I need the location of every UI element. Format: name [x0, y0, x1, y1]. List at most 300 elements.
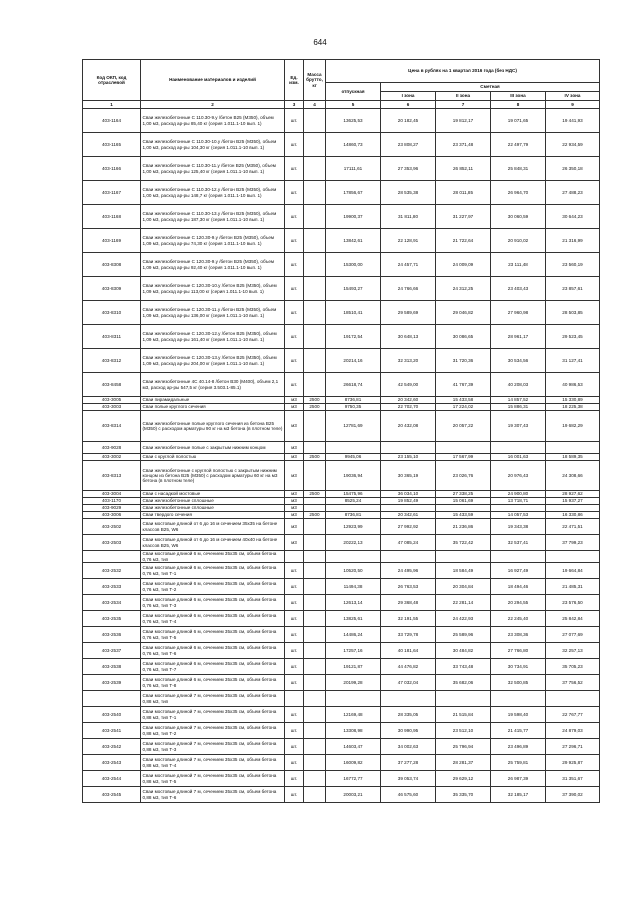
- cell-name: Сваи железобетонные С 120.30-12.у /бетон В25 (М350), объем 1,09 м3, расход ар-ры 161,40 кг (серия 1.011.1-10 вып. 1): [141, 325, 285, 349]
- table-row: [83, 109, 600, 133]
- cell-zone-3: 30 060,59: [491, 205, 546, 229]
- cell-zone-2: 23 512,10: [436, 723, 491, 739]
- cell-code: 403-2536: [83, 627, 141, 643]
- cell-zone-1: 30 365,19: [381, 461, 436, 491]
- header-zone-3: III зона: [491, 92, 546, 101]
- cell-zone-2: 23 371,48: [436, 133, 491, 157]
- cell-zone-3: 27 960,98: [491, 301, 546, 325]
- cell-zone-3: [491, 505, 546, 512]
- cell-zone-3: 25 759,81: [491, 755, 546, 771]
- table-row: [83, 691, 600, 707]
- cell-name: Сваи мостовые длиной 7 м, сечением 35х35 см, объем бетона 0,88 м3, тип Т-5: [141, 771, 285, 787]
- table-row: [83, 627, 600, 643]
- cell-mass: [304, 707, 326, 723]
- table-row: [83, 611, 600, 627]
- table-row: [83, 181, 600, 205]
- table-row: [83, 397, 600, 404]
- cell-code: 403-2543: [83, 755, 141, 771]
- cell-mass: [304, 563, 326, 579]
- cell-mass: [304, 579, 326, 595]
- cell-release-price: 13825,61: [326, 611, 381, 627]
- cell-code: 403-3003: [83, 404, 141, 411]
- cell-unit: м3: [285, 442, 304, 454]
- cell-unit: м3: [285, 498, 304, 505]
- cell-mass: [304, 411, 326, 442]
- cell-code: 403-2503: [83, 535, 141, 551]
- cell-mass: [304, 595, 326, 611]
- cell-code: 403-8310: [83, 301, 141, 325]
- cell-zone-1: 20 342,61: [381, 512, 436, 519]
- cell-code: 403-9029: [83, 505, 141, 512]
- cell-zone-4: 18 225,38: [546, 404, 600, 411]
- cell-mass: [304, 373, 326, 397]
- cell-mass: [304, 519, 326, 535]
- cell-zone-1: 28 535,38: [381, 181, 436, 205]
- cell-unit: шт.: [285, 253, 304, 277]
- cell-name: Сваи полые круглого сечения: [141, 404, 285, 411]
- cell-zone-4: 23 576,50: [546, 595, 600, 611]
- cell-zone-4: 23 560,19: [546, 253, 600, 277]
- cell-unit: шт.: [285, 787, 304, 803]
- cell-name: Сваи железобетонные С 120.30-13.у /бетон В25 (М350), объем 1,09 м3, расход ар-ры 204,00 кг (серия 1.011.1-10 вып. 1): [141, 349, 285, 373]
- cell-mass: [304, 505, 326, 512]
- cell-zone-4: 32 257,13: [546, 643, 600, 659]
- cell-name: Сваи мостовые длиной 6 м, сечением 35х35 см, объем бетона 0,76 м3, тип Т-7: [141, 659, 285, 675]
- cell-zone-1: 23 155,10: [381, 454, 436, 461]
- cell-zone-3: [491, 691, 546, 707]
- cell-code: 403-1164: [83, 109, 141, 133]
- cell-zone-3: 20 910,02: [491, 229, 546, 253]
- cell-release-price: 15300,00: [326, 253, 381, 277]
- header-estimate: Сметная: [381, 83, 600, 92]
- table-row: [83, 491, 600, 498]
- cell-unit: шт.: [285, 643, 304, 659]
- cell-zone-4: 37 390,02: [546, 787, 600, 803]
- cell-zone-4: 35 705,23: [546, 659, 600, 675]
- cell-unit: м3: [285, 411, 304, 442]
- cell-zone-3: 27 766,80: [491, 643, 546, 659]
- cell-release-price: 8736,81: [326, 397, 381, 404]
- cell-zone-1: 29 589,69: [381, 301, 436, 325]
- cell-zone-4: 22 934,59: [546, 133, 600, 157]
- header-release: отпускная: [326, 83, 381, 101]
- cell-zone-2: 17 567,99: [436, 454, 491, 461]
- cell-zone-3: 26 964,70: [491, 181, 546, 205]
- cell-unit: шт.: [285, 611, 304, 627]
- table-row: [83, 442, 600, 454]
- cell-zone-4: 22 471,51: [546, 519, 600, 535]
- cell-zone-1: 20 432,08: [381, 411, 436, 442]
- cell-unit: [285, 551, 304, 563]
- cell-zone-2: 30 484,82: [436, 643, 491, 659]
- cell-zone-1: 36 034,10: [381, 491, 436, 498]
- cell-release-price: 20222,13: [326, 535, 381, 551]
- cell-zone-2: [436, 551, 491, 563]
- cell-unit: шт.: [285, 205, 304, 229]
- cell-code: 403-2544: [83, 771, 141, 787]
- cell-zone-3: 22 497,79: [491, 133, 546, 157]
- cell-zone-2: 25 589,96: [436, 627, 491, 643]
- cell-release-price: 14860,73: [326, 133, 381, 157]
- cell-zone-3: 23 111,48: [491, 253, 546, 277]
- cell-name: Сваи железобетонные С 120.30-11.у /бетон В25 (М350), объем 1,09 м3, расход ар-ры 136,00 кг (серия 1.011.1-10 вып. 1): [141, 301, 285, 325]
- cell-code: 403-2533: [83, 579, 141, 595]
- cell-unit: м3: [285, 454, 304, 461]
- cell-zone-3: 16 927,49: [491, 563, 546, 579]
- cell-unit: шт.: [285, 723, 304, 739]
- cell-mass: 2500: [304, 404, 326, 411]
- cell-unit: шт.: [285, 659, 304, 675]
- cell-zone-2: 35 722,42: [436, 535, 491, 551]
- cell-code: 403-2538: [83, 659, 141, 675]
- cell-mass: [304, 157, 326, 181]
- cell-zone-4: 25 842,84: [546, 611, 600, 627]
- cell-zone-1: 30 648,13: [381, 325, 436, 349]
- cell-release-price: 12923,99: [326, 519, 381, 535]
- cell-unit: м3: [285, 535, 304, 551]
- cell-mass: [304, 498, 326, 505]
- cell-unit: шт.: [285, 349, 304, 373]
- cell-name: Сваи мостовые длиной 7 м, сечением 35х35 см, объем бетона 0,88 м3, тип Т-1: [141, 707, 285, 723]
- cell-zone-2: 22 281,14: [436, 595, 491, 611]
- cell-unit: шт.: [285, 133, 304, 157]
- cell-zone-1: 47 032,04: [381, 675, 436, 691]
- cell-name: Сваи железобетонные С 110.30-13.у /бетон В25 (М350), объем 1,00 м3, расход ар-ры 187,30 кг (серия 1.011.1-10 вып. 1): [141, 205, 285, 229]
- cell-release-price: 11494,38: [326, 579, 381, 595]
- cell-zone-2: 17 224,02: [436, 404, 491, 411]
- cell-zone-2: 41 767,39: [436, 373, 491, 397]
- cell-zone-2: 35 682,06: [436, 675, 491, 691]
- cell-zone-1: 27 353,96: [381, 157, 436, 181]
- cell-zone-4: 31 127,41: [546, 349, 600, 373]
- cell-zone-3: 15 886,31: [491, 404, 546, 411]
- cell-zone-4: 22 767,77: [546, 707, 600, 723]
- cell-zone-2: 27 338,25: [436, 491, 491, 498]
- cell-release-price: 13308,98: [326, 723, 381, 739]
- cell-name: Сваи мостовые длиной 6 м, сечением 35х35 см, объем бетона 0,76 м3, тип Т-1: [141, 563, 285, 579]
- table-row: [83, 505, 600, 512]
- cell-code: 403-1167: [83, 181, 141, 205]
- cell-code: 403-2532: [83, 563, 141, 579]
- cell-code: 403-3004: [83, 491, 141, 498]
- cell-zone-1: 24 495,96: [381, 563, 436, 579]
- table-row: [83, 498, 600, 505]
- cell-zone-4: 37 799,23: [546, 535, 600, 551]
- cell-release-price: 8525,24: [326, 498, 381, 505]
- cell-zone-1: 24 766,66: [381, 277, 436, 301]
- cell-mass: [304, 205, 326, 229]
- cell-zone-3: 19 343,38: [491, 519, 546, 535]
- cell-release-price: 19900,37: [326, 205, 381, 229]
- cell-code: 403-3002: [83, 454, 141, 461]
- table-body: [83, 109, 600, 803]
- cell-release-price: 12781,69: [326, 411, 381, 442]
- table-row: [83, 325, 600, 349]
- cell-zone-3: 23 308,36: [491, 627, 546, 643]
- cell-release-price: 20199,28: [326, 675, 381, 691]
- table-row: [83, 404, 600, 411]
- cell-zone-3: 24 900,80: [491, 491, 546, 498]
- cell-unit: шт.: [285, 771, 304, 787]
- table-row: [83, 579, 600, 595]
- cell-code: 403-2540: [83, 707, 141, 723]
- cell-zone-4: [546, 691, 600, 707]
- cell-name: Сваи железобетонные с круглой полостью с закрытым нижним концом из бетона В25 (М350) с расходом арматуры 60 кг на м3 бетона (в плотном теле): [141, 461, 285, 491]
- cell-mass: [304, 442, 326, 454]
- cell-zone-2: 30 086,65: [436, 325, 491, 349]
- cell-zone-1: 46 575,60: [381, 787, 436, 803]
- cell-unit: шт.: [285, 675, 304, 691]
- table-row: [83, 411, 600, 442]
- cell-mass: [304, 755, 326, 771]
- cell-unit: шт.: [285, 181, 304, 205]
- header-zone-1: I зона: [381, 92, 436, 101]
- cell-mass: [304, 659, 326, 675]
- cell-zone-2: [436, 691, 491, 707]
- cell-zone-1: [381, 691, 436, 707]
- header-name: Наименование материалов и изделий: [141, 60, 285, 101]
- cell-zone-2: 15 433,59: [436, 512, 491, 519]
- cell-zone-4: [546, 505, 600, 512]
- cell-name: Сваи мостовые длиной 7 м, сечением 35х35 см, объем бетона 0,88 м3, тип Т-3: [141, 739, 285, 755]
- cell-zone-2: 23 026,76: [436, 461, 491, 491]
- cell-release-price: 18510,41: [326, 301, 381, 325]
- cell-zone-4: 29 523,45: [546, 325, 600, 349]
- column-index: 4: [304, 101, 326, 109]
- cell-unit: шт.: [285, 627, 304, 643]
- cell-zone-1: 30 990,95: [381, 723, 436, 739]
- cell-mass: [304, 301, 326, 325]
- column-index-row: [83, 101, 600, 109]
- cell-zone-1: 44 476,82: [381, 659, 436, 675]
- cell-mass: [304, 611, 326, 627]
- cell-unit: шт.: [285, 325, 304, 349]
- cell-zone-1: 22 128,91: [381, 229, 436, 253]
- cell-zone-3: 16 001,63: [491, 454, 546, 461]
- cell-release-price: 19121,87: [326, 659, 381, 675]
- cell-mass: [304, 277, 326, 301]
- cell-zone-1: 42 549,00: [381, 373, 436, 397]
- table-row: [83, 707, 600, 723]
- cell-zone-1: 29 368,48: [381, 595, 436, 611]
- table-row: [83, 229, 600, 253]
- cell-zone-1: 19 852,49: [381, 498, 436, 505]
- cell-mass: [304, 551, 326, 563]
- cell-name: Сваи мостовые длиной 6 м, сечением 35х35 см, объем бетона 0,76 м3, тип Т-6: [141, 643, 285, 659]
- cell-code: 403-2539: [83, 675, 141, 691]
- cell-unit: шт.: [285, 739, 304, 755]
- cell-name: Сваи железобетонные С 110.30-10.у /бетон В25 (М350), объем 1,00 м3, расход ар-ры 104,30 кг (серия 1.011.1-10 вып. 1): [141, 133, 285, 157]
- cell-name: Сваи железобетонные С 110.30-9.у /бетон В25 (М350), объем 1,00 м3, расход ар-ры 85,40 кг (серия 1.011.1-10 вып. 1): [141, 109, 285, 133]
- cell-zone-1: 47 085,24: [381, 535, 436, 551]
- cell-zone-3: 26 987,39: [491, 771, 546, 787]
- cell-release-price: 20003,21: [326, 787, 381, 803]
- header-mass: Масса брутто, кг: [304, 60, 326, 101]
- cell-unit: шт.: [285, 277, 304, 301]
- cell-zone-4: 19 682,29: [546, 411, 600, 442]
- cell-code: 403-8458: [83, 373, 141, 397]
- header-zone-4: IV зона: [546, 92, 600, 101]
- cell-unit: м3: [285, 505, 304, 512]
- cell-zone-2: 24 422,93: [436, 611, 491, 627]
- cell-zone-2: [436, 442, 491, 454]
- table-row: [83, 373, 600, 397]
- cell-zone-4: 19 664,84: [546, 563, 600, 579]
- cell-zone-2: 29 629,12: [436, 771, 491, 787]
- cell-code: 403-2502: [83, 519, 141, 535]
- cell-zone-3: 32 500,85: [491, 675, 546, 691]
- cell-code: 403-1166: [83, 157, 141, 181]
- cell-code: 403-2537: [83, 643, 141, 659]
- cell-code: 403-2545: [83, 787, 141, 803]
- cell-mass: [304, 675, 326, 691]
- cell-zone-1: 27 992,92: [381, 519, 436, 535]
- cell-zone-3: 14 057,53: [491, 512, 546, 519]
- column-index: 5: [326, 101, 381, 109]
- cell-release-price: 12169,48: [326, 707, 381, 723]
- cell-name: Сваи мостовые длиной 7 м, сечением 35х35 см, объем бетона 0,88 м3, тип Т-4: [141, 755, 285, 771]
- table-row: [83, 277, 600, 301]
- cell-name: Сваи мостовые длиной 6 м, сечением 35х35 см, объем бетона 0,76 м3, тип Т-2: [141, 579, 285, 595]
- cell-code: 403-1165: [83, 133, 141, 157]
- cell-name: Сваи с насадкой мостовые: [141, 491, 285, 498]
- cell-zone-4: 28 927,62: [546, 491, 600, 498]
- cell-zone-2: 24 312,25: [436, 277, 491, 301]
- cell-name: Сваи мостовые длиной 7 м, сечением 35х35 см, объем бетона 0,88 м3, тип Т-2: [141, 723, 285, 739]
- cell-zone-2: 21 236,86: [436, 519, 491, 535]
- cell-mass: [304, 787, 326, 803]
- cell-zone-4: 28 503,85: [546, 301, 600, 325]
- cell-mass: 2500: [304, 491, 326, 498]
- cell-zone-4: 29 925,87: [546, 755, 600, 771]
- cell-release-price: 19172,54: [326, 325, 381, 349]
- cell-release-price: 14603,47: [326, 739, 381, 755]
- header-zone-2: II зона: [436, 92, 491, 101]
- cell-zone-2: 21 722,64: [436, 229, 491, 253]
- page-number: 644: [313, 38, 327, 47]
- cell-release-price: [326, 691, 381, 707]
- table-row: [83, 739, 600, 755]
- cell-unit: м3: [285, 404, 304, 411]
- cell-unit: шт.: [285, 755, 304, 771]
- cell-zone-3: 20 976,43: [491, 461, 546, 491]
- cell-zone-3: 23 403,43: [491, 277, 546, 301]
- cell-zone-3: 14 857,52: [491, 397, 546, 404]
- column-index: 6: [381, 101, 436, 109]
- cell-zone-4: 24 879,03: [546, 723, 600, 739]
- cell-name: Сваи пирамидальные: [141, 397, 285, 404]
- column-index: 2: [141, 101, 285, 109]
- cell-zone-1: 32 313,20: [381, 349, 436, 373]
- cell-code: 403-9028: [83, 442, 141, 454]
- cell-zone-3: [491, 551, 546, 563]
- cell-code: 403-3006: [83, 512, 141, 519]
- cell-zone-3: 40 208,03: [491, 373, 546, 397]
- cell-zone-4: 24 308,66: [546, 461, 600, 491]
- cell-unit: м3: [285, 519, 304, 535]
- header-prices: Цена в рублях на 1 квартал 2016 года (без НДС): [326, 60, 600, 83]
- cell-code: 403-8308: [83, 253, 141, 277]
- cell-release-price: 16009,82: [326, 755, 381, 771]
- cell-unit: шт.: [285, 157, 304, 181]
- cell-zone-1: 23 808,27: [381, 133, 436, 157]
- cell-zone-4: 27 077,69: [546, 627, 600, 643]
- cell-name: Сваи железобетонные полые с закрытым нижним концом: [141, 442, 285, 454]
- cell-zone-1: 32 191,55: [381, 611, 436, 627]
- cell-mass: [304, 643, 326, 659]
- table-row: [83, 675, 600, 691]
- cell-mass: 2500: [304, 512, 326, 519]
- cell-name: Сваи мостовые длиной 7 м, сечением 35х35 см, объем бетона 0,88 м3, тип: [141, 691, 285, 707]
- cell-code: [83, 691, 141, 707]
- cell-zone-1: 40 181,64: [381, 643, 436, 659]
- cell-unit: шт.: [285, 301, 304, 325]
- header-unit: Ед. изм.: [285, 60, 304, 101]
- cell-zone-2: 26 852,11: [436, 157, 491, 181]
- cell-code: 403-1168: [83, 205, 141, 229]
- table-row: [83, 551, 600, 563]
- cell-zone-1: 34 002,63: [381, 739, 436, 755]
- cell-release-price: 9750,35: [326, 404, 381, 411]
- cell-zone-3: 22 245,40: [491, 611, 546, 627]
- cell-release-price: 13625,53: [326, 109, 381, 133]
- cell-unit: шт.: [285, 229, 304, 253]
- cell-name: Сваи железобетонные полые круглого сечения из бетона В25 (М350) с расходом арматуры 90 кг на м3 бетона (в плотном теле): [141, 411, 285, 442]
- cell-zone-2: 31 720,36: [436, 349, 491, 373]
- cell-release-price: [326, 551, 381, 563]
- cell-mass: [304, 181, 326, 205]
- cell-name: Сваи железобетонные сплошные: [141, 505, 285, 512]
- column-index: 8: [491, 101, 546, 109]
- table-row: [83, 723, 600, 739]
- cell-name: Сваи мостовые длиной 7 м, сечением 35х35 см, объем бетона 0,88 м3, тип Т-6: [141, 787, 285, 803]
- cell-zone-3: 30 734,91: [491, 659, 546, 675]
- cell-unit: [285, 691, 304, 707]
- cell-mass: [304, 723, 326, 739]
- cell-zone-4: 15 937,27: [546, 498, 600, 505]
- cell-release-price: 10520,50: [326, 563, 381, 579]
- cell-mass: [304, 109, 326, 133]
- cell-zone-3: 30 534,56: [491, 349, 546, 373]
- cell-zone-3: 21 415,77: [491, 723, 546, 739]
- cell-mass: [304, 739, 326, 755]
- cell-zone-3: 28 961,17: [491, 325, 546, 349]
- cell-release-price: 20214,16: [326, 349, 381, 373]
- cell-code: [83, 551, 141, 563]
- cell-zone-4: 27 296,71: [546, 739, 600, 755]
- cell-release-price: 15493,27: [326, 277, 381, 301]
- cell-code: 403-8314: [83, 411, 141, 442]
- cell-unit: шт.: [285, 109, 304, 133]
- cell-code: 403-2542: [83, 739, 141, 755]
- cell-zone-4: 30 644,23: [546, 205, 600, 229]
- cell-zone-3: 19 307,43: [491, 411, 546, 442]
- cell-zone-2: 35 335,70: [436, 787, 491, 803]
- cell-zone-4: 21 485,31: [546, 579, 600, 595]
- cell-zone-2: 21 515,84: [436, 707, 491, 723]
- cell-code: 403-1169: [83, 229, 141, 253]
- cell-name: Сваи мостовые длиной 6 м, сечением 35х35 см, объем бетона 0,76 м3, тип Т-3: [141, 595, 285, 611]
- table-row: [83, 133, 600, 157]
- cell-release-price: [326, 505, 381, 512]
- cell-zone-3: 13 718,71: [491, 498, 546, 505]
- cell-code: 403-2541: [83, 723, 141, 739]
- table-row: [83, 349, 600, 373]
- table-row: [83, 563, 600, 579]
- cell-zone-4: 40 986,53: [546, 373, 600, 397]
- cell-code: 403-8309: [83, 277, 141, 301]
- cell-release-price: 9945,06: [326, 454, 381, 461]
